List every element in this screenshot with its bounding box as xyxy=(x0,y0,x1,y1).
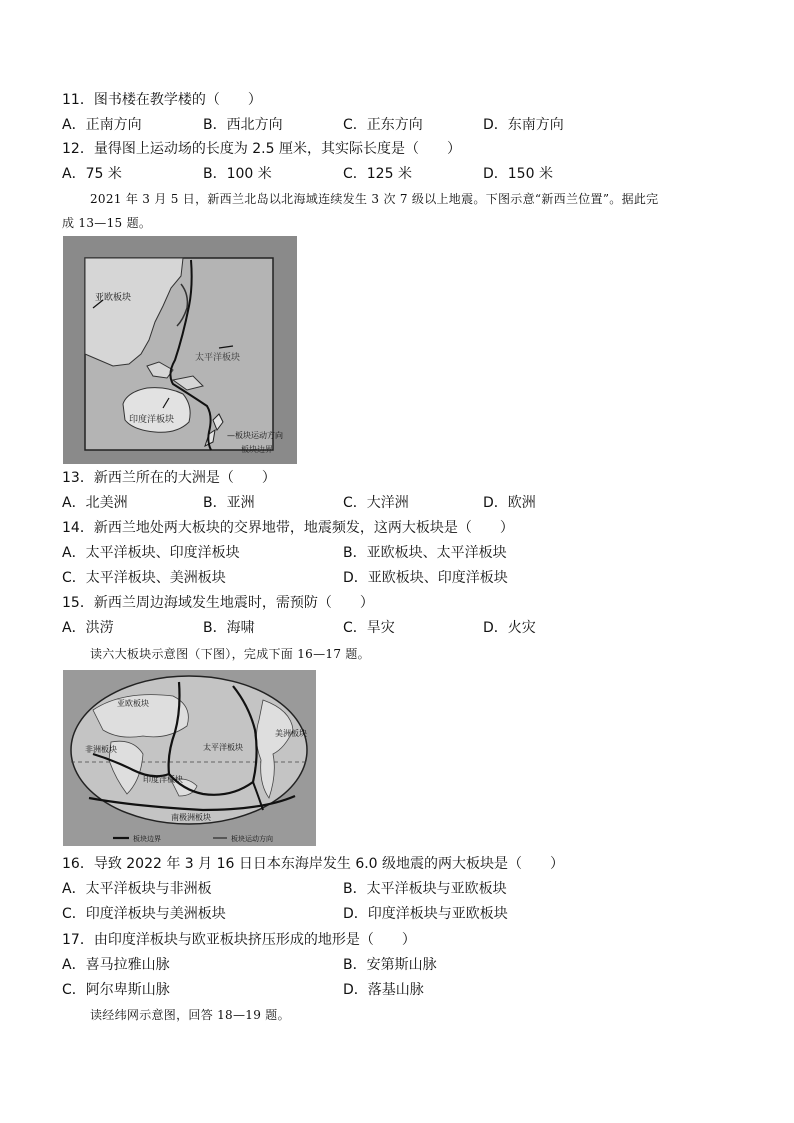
intro-13-15-line1: 2021 年 3 月 5 日，新西兰北岛以北海域连续发生 3 次 7 级以上地震。下图示意“新西兰位置”。据此完 xyxy=(90,192,659,206)
question-14-option-b[interactable]: B．亚欧板块、太平洋板块 xyxy=(343,545,507,561)
legend-plate-boundary: —板块边界 xyxy=(233,445,273,454)
intro-16-17: 读六大板块示意图（下图），完成下面 16—17 题。 xyxy=(90,647,370,661)
label-eurasian-plate: 亚欧板块 xyxy=(95,293,132,303)
label-antarctic-plate: 南极洲板块 xyxy=(171,813,211,822)
question-16-option-b[interactable]: B．太平洋板块与亚欧板块 xyxy=(343,881,507,897)
question-17-option-a[interactable]: A．喜马拉雅山脉 xyxy=(62,957,170,973)
question-14-option-a[interactable]: A．太平洋板块、印度洋板块 xyxy=(62,545,240,561)
question-16-stem: 16．导致 2022 年 3 月 16 日日本东海岸发生 6.0 级地震的两大板块是（ ） xyxy=(62,856,565,872)
intro-18-19: 读经纬网示意图，回答 18—19 题。 xyxy=(90,1008,290,1022)
question-14-stem: 14．新西兰地处两大板块的交界地带，地震频发，这两大板块是（ ） xyxy=(62,520,514,536)
question-13-stem: 13．新西兰所在的大洲是（ ） xyxy=(62,470,276,486)
question-17-option-d[interactable]: D．落基山脉 xyxy=(343,982,424,998)
map2-svg xyxy=(63,670,316,846)
question-15-stem: 15．新西兰周边海域发生地震时，需预防（ ） xyxy=(62,595,374,611)
question-11-option-a[interactable]: A．正南方向 xyxy=(62,117,142,133)
question-12-stem: 12．量得图上运动场的长度为 2.5 厘米，其实际长度是（ ） xyxy=(62,141,461,157)
question-17-stem: 17．由印度洋板块与欧亚板块挤压形成的地形是（ ） xyxy=(62,932,416,948)
label-indian-plate-2: 印度洋板块 xyxy=(143,775,183,784)
question-13-option-c[interactable]: C．大洋洲 xyxy=(343,495,409,511)
question-15-option-a[interactable]: A．洪涝 xyxy=(62,620,114,636)
question-13-option-b[interactable]: B．亚洲 xyxy=(203,495,255,511)
label-eurasian-plate-2: 亚欧板块 xyxy=(117,699,149,708)
legend-motion-direction-2: 板块运动方向 xyxy=(231,835,273,843)
label-american-plate: 美洲板块 xyxy=(275,729,307,738)
label-pacific-plate-2: 太平洋板块 xyxy=(203,743,243,752)
question-11-option-c[interactable]: C．正东方向 xyxy=(343,117,423,133)
question-12-option-d[interactable]: D．150 米 xyxy=(483,166,553,182)
question-16-option-a[interactable]: A．太平洋板块与非洲板 xyxy=(62,881,212,897)
map1-svg xyxy=(63,236,297,464)
question-11-option-d[interactable]: D．东南方向 xyxy=(483,117,564,133)
question-11-stem: 11．图书楼在教学楼的（ ） xyxy=(62,92,262,108)
question-12-option-a[interactable]: A．75 米 xyxy=(62,166,122,182)
question-12-option-b[interactable]: B．100 米 xyxy=(203,166,272,182)
question-16-option-d[interactable]: D．印度洋板块与亚欧板块 xyxy=(343,906,508,922)
label-indian-plate: 印度洋板块 xyxy=(129,415,175,425)
question-14-option-c[interactable]: C．太平洋板块、美洲板块 xyxy=(62,570,226,586)
question-16-option-c[interactable]: C．印度洋板块与美洲板块 xyxy=(62,906,226,922)
new-zealand-location-map xyxy=(63,236,297,464)
question-13-option-d[interactable]: D．欧洲 xyxy=(483,495,536,511)
six-plates-world-map xyxy=(63,670,316,846)
question-13-option-a[interactable]: A．北美洲 xyxy=(62,495,128,511)
label-african-plate: 非洲板块 xyxy=(85,745,117,754)
label-pacific-plate: 太平洋板块 xyxy=(195,353,241,363)
question-15-option-d[interactable]: D．火灾 xyxy=(483,620,536,636)
question-15-option-c[interactable]: C．旱灾 xyxy=(343,620,395,636)
question-17-option-c[interactable]: C．阿尔卑斯山脉 xyxy=(62,982,170,998)
question-15-option-b[interactable]: B．海啸 xyxy=(203,620,255,636)
australia-landmass xyxy=(123,388,190,433)
question-12-option-c[interactable]: C．125 米 xyxy=(343,166,412,182)
legend-plate-boundary-2: 板块边界 xyxy=(133,835,161,843)
intro-13-15-line2: 成 13—15 题。 xyxy=(62,216,152,230)
question-11-option-b[interactable]: B．西北方向 xyxy=(203,117,283,133)
question-17-option-b[interactable]: B．安第斯山脉 xyxy=(343,957,437,973)
legend-motion-direction: —板块运动方向 xyxy=(227,431,283,440)
question-14-option-d[interactable]: D．亚欧板块、印度洋板块 xyxy=(343,570,508,586)
